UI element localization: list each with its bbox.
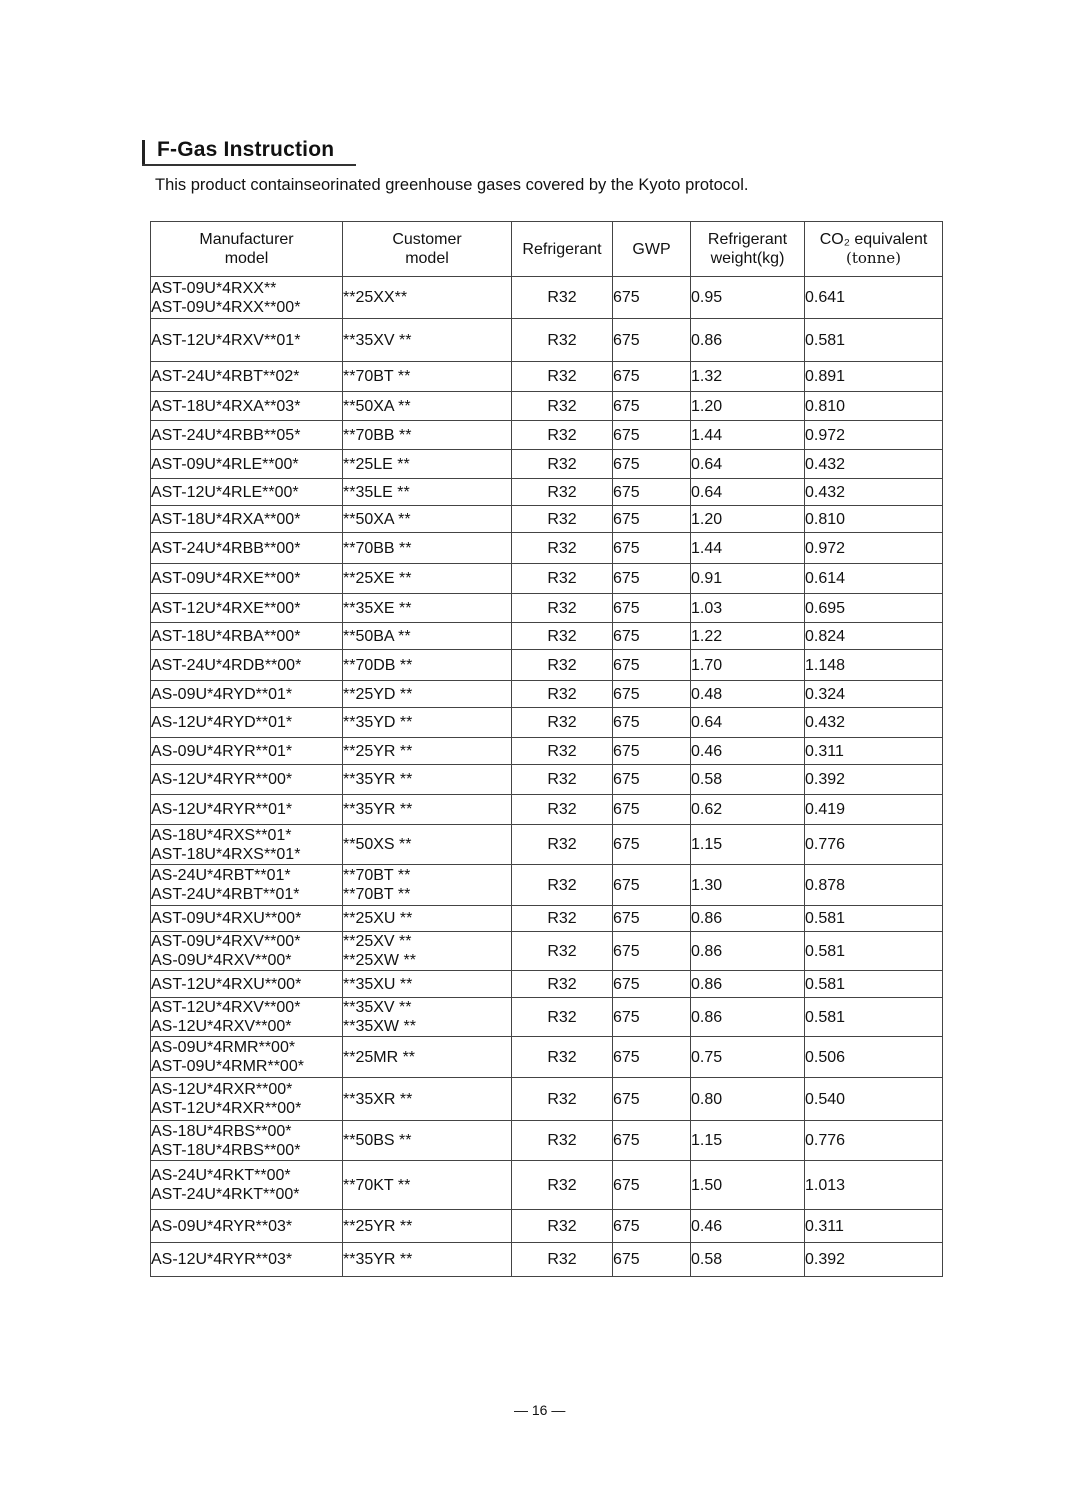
co2-equivalent-cell: 0.432: [805, 479, 943, 506]
refrigerant-cell: R32: [512, 277, 613, 319]
heading-bar: [142, 140, 145, 164]
gwp-cell: 675: [613, 506, 691, 533]
co2-equivalent-cell: 0.972: [805, 421, 943, 450]
gwp-cell: 675: [613, 650, 691, 681]
customer-model: **70DB **: [343, 656, 413, 674]
fgas-table: [150, 221, 943, 1277]
customer-model: **25XV **: [343, 933, 412, 950]
refrigerant-cell: R32: [512, 362, 613, 392]
section-heading: [142, 138, 356, 166]
co2-equivalent-cell: 0.581: [805, 319, 943, 362]
customer-model: **35XW **: [343, 1018, 416, 1035]
manufacturer-model: AS-09U*4RXV**00*: [151, 952, 292, 969]
refrigerant-cell: R32: [512, 1161, 613, 1210]
refrigerant-cell: R32: [512, 1121, 613, 1161]
manufacturer-model-cell: [151, 971, 343, 998]
table-row: [151, 362, 943, 392]
header-co2-equivalent: CO₂ equivalent (tonne): [805, 222, 943, 277]
manufacturer-model: AST-09U*4RXX**: [151, 279, 277, 297]
table-row: [151, 1161, 943, 1210]
co2-equivalent-cell: 0.392: [805, 1243, 943, 1277]
customer-model: **70KT **: [343, 1176, 411, 1194]
customer-model: **25YD **: [343, 685, 413, 703]
customer-model: **50XA **: [343, 510, 411, 528]
table-header-row: [151, 222, 943, 277]
manufacturer-model-cell: [151, 564, 343, 594]
manufacturer-model-cell: [151, 865, 343, 906]
customer-model-cell: [343, 1243, 512, 1277]
refrigerant-weight-cell: 0.86: [691, 319, 805, 362]
table-row: [151, 998, 943, 1037]
manufacturer-model: AS-12U*4RXR**00*: [151, 1081, 293, 1098]
co2-equivalent-cell: 0.695: [805, 594, 943, 623]
co2-equivalent-cell: 0.972: [805, 533, 943, 564]
customer-model: **25XX**: [343, 289, 408, 306]
manufacturer-model: AS-24U*4RBT**01*: [151, 867, 291, 884]
gwp-cell: 675: [613, 681, 691, 708]
refrigerant-weight-cell: 0.86: [691, 998, 805, 1037]
manufacturer-model: AST-18U*4RXS**01*: [151, 845, 301, 863]
intro-text: This product containseorinated greenhouse gases covered by the Kyoto protocol.: [155, 176, 749, 194]
table-row: [151, 319, 943, 362]
manufacturer-model: AS-09U*4RYR**03*: [151, 1217, 293, 1235]
refrigerant-cell: R32: [512, 681, 613, 708]
manufacturer-model: AST-09U*4RXX**00*: [151, 298, 301, 316]
manufacturer-model-cell: [151, 421, 343, 450]
table-row: [151, 738, 943, 765]
customer-model-cell: [343, 998, 512, 1037]
section-title: F-Gas Instruction: [157, 138, 335, 161]
manufacturer-model: AST-24U*4RBB**00*: [151, 539, 301, 557]
customer-model-cell: [343, 906, 512, 932]
customer-model-cell: [343, 623, 512, 650]
manufacturer-model: AS-12U*4RYR**00*: [151, 771, 293, 788]
table-row: [151, 795, 943, 825]
manufacturer-model: AS-18U*4RBS**00*: [151, 1122, 292, 1140]
gwp-cell: 675: [613, 1161, 691, 1210]
customer-model: **35XR **: [343, 1090, 413, 1108]
manufacturer-model-cell: [151, 650, 343, 681]
customer-model-cell: [343, 738, 512, 765]
header-manufacturer-model: Manufacturer model: [151, 222, 343, 277]
refrigerant-weight-cell: 0.95: [691, 277, 805, 319]
refrigerant-weight-cell: 1.70: [691, 650, 805, 681]
refrigerant-weight-cell: 1.22: [691, 623, 805, 650]
co2-equivalent-cell: 0.776: [805, 825, 943, 865]
table-row: [151, 1243, 943, 1277]
customer-model-cell: [343, 392, 512, 421]
manufacturer-model-cell: [151, 533, 343, 564]
customer-model: **50XA **: [343, 397, 411, 415]
refrigerant-cell: R32: [512, 392, 613, 421]
gwp-cell: 675: [613, 392, 691, 421]
gwp-cell: 675: [613, 932, 691, 971]
header-refrigerant-weight: Refrigerant weight(kg): [691, 222, 805, 277]
manufacturer-model-cell: [151, 1037, 343, 1078]
gwp-cell: 675: [613, 277, 691, 319]
table-row: [151, 450, 943, 479]
customer-model: **70BT **: [343, 886, 411, 903]
customer-model-cell: [343, 1037, 512, 1078]
refrigerant-weight-cell: 0.62: [691, 795, 805, 825]
co2-equivalent-cell: 0.432: [805, 450, 943, 479]
customer-model-cell: [343, 1210, 512, 1243]
gwp-cell: 675: [613, 1078, 691, 1121]
refrigerant-weight-cell: 0.58: [691, 1243, 805, 1277]
manufacturer-model: AS-18U*4RXS**01*: [151, 826, 292, 844]
gwp-cell: 675: [613, 594, 691, 623]
refrigerant-weight-cell: 0.86: [691, 906, 805, 932]
manufacturer-model-cell: [151, 1161, 343, 1210]
manufacturer-model: AS-09U*4RYR**01*: [151, 742, 293, 760]
manufacturer-model: AST-24U*4RKT**00*: [151, 1186, 300, 1203]
refrigerant-weight-cell: 1.15: [691, 1121, 805, 1161]
refrigerant-cell: R32: [512, 479, 613, 506]
customer-model: **35XE **: [343, 599, 412, 617]
table-body: [151, 277, 943, 1277]
table-row: [151, 392, 943, 421]
manufacturer-model: AS-12U*4RYD**01*: [151, 714, 293, 731]
table-row: [151, 865, 943, 906]
customer-model-cell: [343, 533, 512, 564]
customer-model-cell: [343, 277, 512, 319]
co2-equivalent-cell: 0.392: [805, 765, 943, 795]
refrigerant-weight-cell: 0.48: [691, 681, 805, 708]
co2-equivalent-cell: 0.824: [805, 623, 943, 650]
manufacturer-model-cell: [151, 681, 343, 708]
customer-model-cell: [343, 1078, 512, 1121]
co2-equivalent-cell: 0.810: [805, 506, 943, 533]
customer-model-cell: [343, 932, 512, 971]
manufacturer-model: AST-24U*4RBT**01*: [151, 886, 300, 903]
customer-model: **25MR **: [343, 1048, 416, 1066]
manufacturer-model-cell: [151, 795, 343, 825]
manufacturer-model-cell: [151, 825, 343, 865]
customer-model: **50BA **: [343, 627, 411, 645]
table-row: [151, 825, 943, 865]
customer-model-cell: [343, 971, 512, 998]
co2-equivalent-cell: 0.581: [805, 998, 943, 1037]
manufacturer-model-cell: [151, 708, 343, 738]
manufacturer-model: AST-09U*4RXE**00*: [151, 570, 301, 587]
gwp-cell: 675: [613, 479, 691, 506]
customer-model-cell: [343, 1121, 512, 1161]
header-gwp: GWP: [613, 222, 691, 277]
customer-model-cell: [343, 650, 512, 681]
table-row: [151, 277, 943, 319]
refrigerant-cell: R32: [512, 533, 613, 564]
refrigerant-cell: R32: [512, 708, 613, 738]
refrigerant-cell: R32: [512, 506, 613, 533]
table-row: [151, 564, 943, 594]
manufacturer-model-cell: [151, 932, 343, 971]
refrigerant-cell: R32: [512, 450, 613, 479]
gwp-cell: 675: [613, 533, 691, 564]
refrigerant-weight-cell: 0.46: [691, 1210, 805, 1243]
customer-model: **25XE **: [343, 570, 412, 587]
refrigerant-cell: R32: [512, 623, 613, 650]
customer-model: **70BT **: [343, 368, 411, 385]
manufacturer-model: AS-24U*4RKT**00*: [151, 1167, 291, 1184]
customer-model-cell: [343, 450, 512, 479]
gwp-cell: 675: [613, 319, 691, 362]
customer-model: **50XS **: [343, 836, 412, 853]
refrigerant-weight-cell: 1.20: [691, 506, 805, 533]
customer-model-cell: [343, 795, 512, 825]
gwp-cell: 675: [613, 906, 691, 932]
refrigerant-cell: R32: [512, 1243, 613, 1277]
manufacturer-model: AST-18U*4RBS**00*: [151, 1141, 301, 1159]
refrigerant-cell: R32: [512, 319, 613, 362]
customer-model: **70BB **: [343, 539, 412, 557]
table-row: [151, 971, 943, 998]
gwp-cell: 675: [613, 421, 691, 450]
refrigerant-weight-cell: 0.80: [691, 1078, 805, 1121]
refrigerant-cell: R32: [512, 906, 613, 932]
customer-model: **35LE **: [343, 483, 410, 501]
customer-model-cell: [343, 319, 512, 362]
co2-equivalent-cell: 0.311: [805, 1210, 943, 1243]
gwp-cell: 675: [613, 971, 691, 998]
table-row: [151, 421, 943, 450]
co2-equivalent-cell: 0.776: [805, 1121, 943, 1161]
refrigerant-weight-cell: 1.44: [691, 533, 805, 564]
refrigerant-weight-cell: 1.32: [691, 362, 805, 392]
manufacturer-model: AS-12U*4RXV**00*: [151, 1018, 292, 1035]
manufacturer-model-cell: [151, 906, 343, 932]
refrigerant-cell: R32: [512, 998, 613, 1037]
manufacturer-model-cell: [151, 450, 343, 479]
gwp-cell: 675: [613, 765, 691, 795]
customer-model-cell: [343, 681, 512, 708]
manufacturer-model: AST-12U*4RXE**00*: [151, 599, 301, 617]
gwp-cell: 675: [613, 564, 691, 594]
customer-model-cell: [343, 825, 512, 865]
refrigerant-weight-cell: 0.91: [691, 564, 805, 594]
manufacturer-model-cell: [151, 1243, 343, 1277]
customer-model-cell: [343, 479, 512, 506]
table-row: [151, 1121, 943, 1161]
co2-equivalent-cell: 0.324: [805, 681, 943, 708]
table-row: [151, 479, 943, 506]
refrigerant-cell: R32: [512, 564, 613, 594]
customer-model-cell: [343, 594, 512, 623]
customer-model-cell: [343, 421, 512, 450]
table-row: [151, 1037, 943, 1078]
manufacturer-model-cell: [151, 1078, 343, 1121]
co2-equivalent-cell: 0.432: [805, 708, 943, 738]
customer-model-cell: [343, 506, 512, 533]
customer-model: **35YR **: [343, 1251, 413, 1268]
manufacturer-model-cell: [151, 392, 343, 421]
refrigerant-weight-cell: 0.75: [691, 1037, 805, 1078]
manufacturer-model: AST-12U*4RLE**00*: [151, 483, 299, 501]
refrigerant-cell: R32: [512, 971, 613, 998]
refrigerant-weight-cell: 1.03: [691, 594, 805, 623]
manufacturer-model: AST-18U*4RBA**00*: [151, 627, 301, 645]
manufacturer-model: AST-09U*4RMR**00*: [151, 1058, 304, 1075]
co2-equivalent-cell: 0.810: [805, 392, 943, 421]
customer-model: **25XW **: [343, 952, 416, 969]
co2-equivalent-cell: 0.581: [805, 932, 943, 971]
customer-model: **35YR **: [343, 801, 413, 818]
co2-equivalent-cell: 1.013: [805, 1161, 943, 1210]
gwp-cell: 675: [613, 708, 691, 738]
customer-model: **25YR **: [343, 1217, 413, 1235]
gwp-cell: 675: [613, 1037, 691, 1078]
refrigerant-weight-cell: 0.86: [691, 932, 805, 971]
manufacturer-model-cell: [151, 1121, 343, 1161]
gwp-cell: 675: [613, 362, 691, 392]
co2-equivalent-cell: 0.878: [805, 865, 943, 906]
table-row: [151, 1078, 943, 1121]
customer-model-cell: [343, 1161, 512, 1210]
customer-model-cell: [343, 564, 512, 594]
table-row: [151, 533, 943, 564]
manufacturer-model: AST-24U*4RDB**00*: [151, 656, 302, 674]
manufacturer-model: AST-24U*4RBT**02*: [151, 368, 300, 385]
customer-model: **35XV **: [343, 331, 412, 349]
table-row: [151, 906, 943, 932]
refrigerant-weight-cell: 1.15: [691, 825, 805, 865]
manufacturer-model-cell: [151, 319, 343, 362]
manufacturer-model: AS-09U*4RYD**01*: [151, 685, 293, 703]
co2-equivalent-cell: 0.311: [805, 738, 943, 765]
manufacturer-model: AS-12U*4RYR**03*: [151, 1251, 293, 1268]
refrigerant-weight-cell: 0.86: [691, 971, 805, 998]
manufacturer-model: AST-09U*4RLE**00*: [151, 455, 299, 473]
refrigerant-cell: R32: [512, 825, 613, 865]
gwp-cell: 675: [613, 450, 691, 479]
refrigerant-weight-cell: 1.50: [691, 1161, 805, 1210]
manufacturer-model-cell: [151, 479, 343, 506]
refrigerant-cell: R32: [512, 1037, 613, 1078]
refrigerant-cell: R32: [512, 650, 613, 681]
refrigerant-cell: R32: [512, 1210, 613, 1243]
refrigerant-weight-cell: 0.58: [691, 765, 805, 795]
refrigerant-weight-cell: 1.30: [691, 865, 805, 906]
co2-equivalent-cell: 0.891: [805, 362, 943, 392]
refrigerant-cell: R32: [512, 738, 613, 765]
manufacturer-model: AST-18U*4RXA**00*: [151, 510, 301, 528]
refrigerant-weight-cell: 1.20: [691, 392, 805, 421]
refrigerant-weight-cell: 1.44: [691, 421, 805, 450]
refrigerant-cell: R32: [512, 795, 613, 825]
refrigerant-weight-cell: 0.64: [691, 479, 805, 506]
manufacturer-model-cell: [151, 362, 343, 392]
gwp-cell: 675: [613, 1121, 691, 1161]
refrigerant-cell: R32: [512, 765, 613, 795]
gwp-cell: 675: [613, 1243, 691, 1277]
heading-underline: [142, 164, 356, 166]
co2-equivalent-cell: 0.506: [805, 1037, 943, 1078]
gwp-cell: 675: [613, 865, 691, 906]
manufacturer-model-cell: [151, 506, 343, 533]
customer-model-cell: [343, 362, 512, 392]
refrigerant-cell: R32: [512, 421, 613, 450]
header-customer-model: Customer model: [343, 222, 512, 277]
co2-equivalent-cell: 0.581: [805, 971, 943, 998]
manufacturer-model-cell: [151, 594, 343, 623]
table-row: [151, 1210, 943, 1243]
refrigerant-cell: R32: [512, 865, 613, 906]
refrigerant-cell: R32: [512, 1078, 613, 1121]
customer-model: **25XU **: [343, 910, 413, 927]
manufacturer-model: AS-09U*4RMR**00*: [151, 1039, 296, 1056]
customer-model: **35XV **: [343, 999, 412, 1016]
co2-equivalent-cell: 1.148: [805, 650, 943, 681]
table-row: [151, 623, 943, 650]
refrigerant-weight-cell: 0.64: [691, 450, 805, 479]
co2-equivalent-cell: 0.641: [805, 277, 943, 319]
customer-model: **25YR **: [343, 742, 413, 760]
customer-model: **50BS **: [343, 1132, 412, 1149]
refrigerant-weight-cell: 0.46: [691, 738, 805, 765]
manufacturer-model: AST-09U*4RXU**00*: [151, 910, 302, 927]
customer-model: **70BT **: [343, 867, 411, 884]
manufacturer-model: AST-12U*4RXV**01*: [151, 331, 301, 349]
manufacturer-model-cell: [151, 623, 343, 650]
gwp-cell: 675: [613, 825, 691, 865]
table-row: [151, 681, 943, 708]
table-row: [151, 765, 943, 795]
manufacturer-model: AST-18U*4RXA**03*: [151, 397, 301, 415]
customer-model: **25LE **: [343, 455, 410, 473]
gwp-cell: 675: [613, 738, 691, 765]
table-row: [151, 932, 943, 971]
manufacturer-model: AST-09U*4RXV**00*: [151, 933, 301, 950]
manufacturer-model-cell: [151, 1210, 343, 1243]
gwp-cell: 675: [613, 623, 691, 650]
manufacturer-model: AST-12U*4RXR**00*: [151, 1100, 302, 1117]
manufacturer-model-cell: [151, 998, 343, 1037]
manufacturer-model-cell: [151, 738, 343, 765]
gwp-cell: 675: [613, 998, 691, 1037]
manufacturer-model: AST-12U*4RXV**00*: [151, 999, 301, 1016]
co2-equivalent-cell: 0.540: [805, 1078, 943, 1121]
customer-model: **35XU **: [343, 975, 413, 993]
customer-model: **35YR **: [343, 771, 413, 788]
refrigerant-cell: R32: [512, 594, 613, 623]
co2-equivalent-cell: 0.614: [805, 564, 943, 594]
table-row: [151, 506, 943, 533]
refrigerant-cell: R32: [512, 932, 613, 971]
co2-equivalent-cell: 0.581: [805, 906, 943, 932]
gwp-cell: 675: [613, 1210, 691, 1243]
manufacturer-model: AST-12U*4RXU**00*: [151, 975, 302, 993]
manufacturer-model-cell: [151, 277, 343, 319]
customer-model: **70BB **: [343, 426, 412, 444]
customer-model-cell: [343, 765, 512, 795]
manufacturer-model-cell: [151, 765, 343, 795]
page-number: — 16 —: [514, 1402, 566, 1418]
gwp-cell: 675: [613, 795, 691, 825]
table-row: [151, 650, 943, 681]
co2-equivalent-cell: 0.419: [805, 795, 943, 825]
customer-model-cell: [343, 865, 512, 906]
table-row: [151, 594, 943, 623]
customer-model-cell: [343, 708, 512, 738]
header-refrigerant: Refrigerant: [512, 222, 613, 277]
customer-model: **35YD **: [343, 714, 413, 731]
table-row: [151, 708, 943, 738]
manufacturer-model: AST-24U*4RBB**05*: [151, 426, 301, 444]
manufacturer-model: AS-12U*4RYR**01*: [151, 801, 293, 818]
refrigerant-weight-cell: 0.64: [691, 708, 805, 738]
